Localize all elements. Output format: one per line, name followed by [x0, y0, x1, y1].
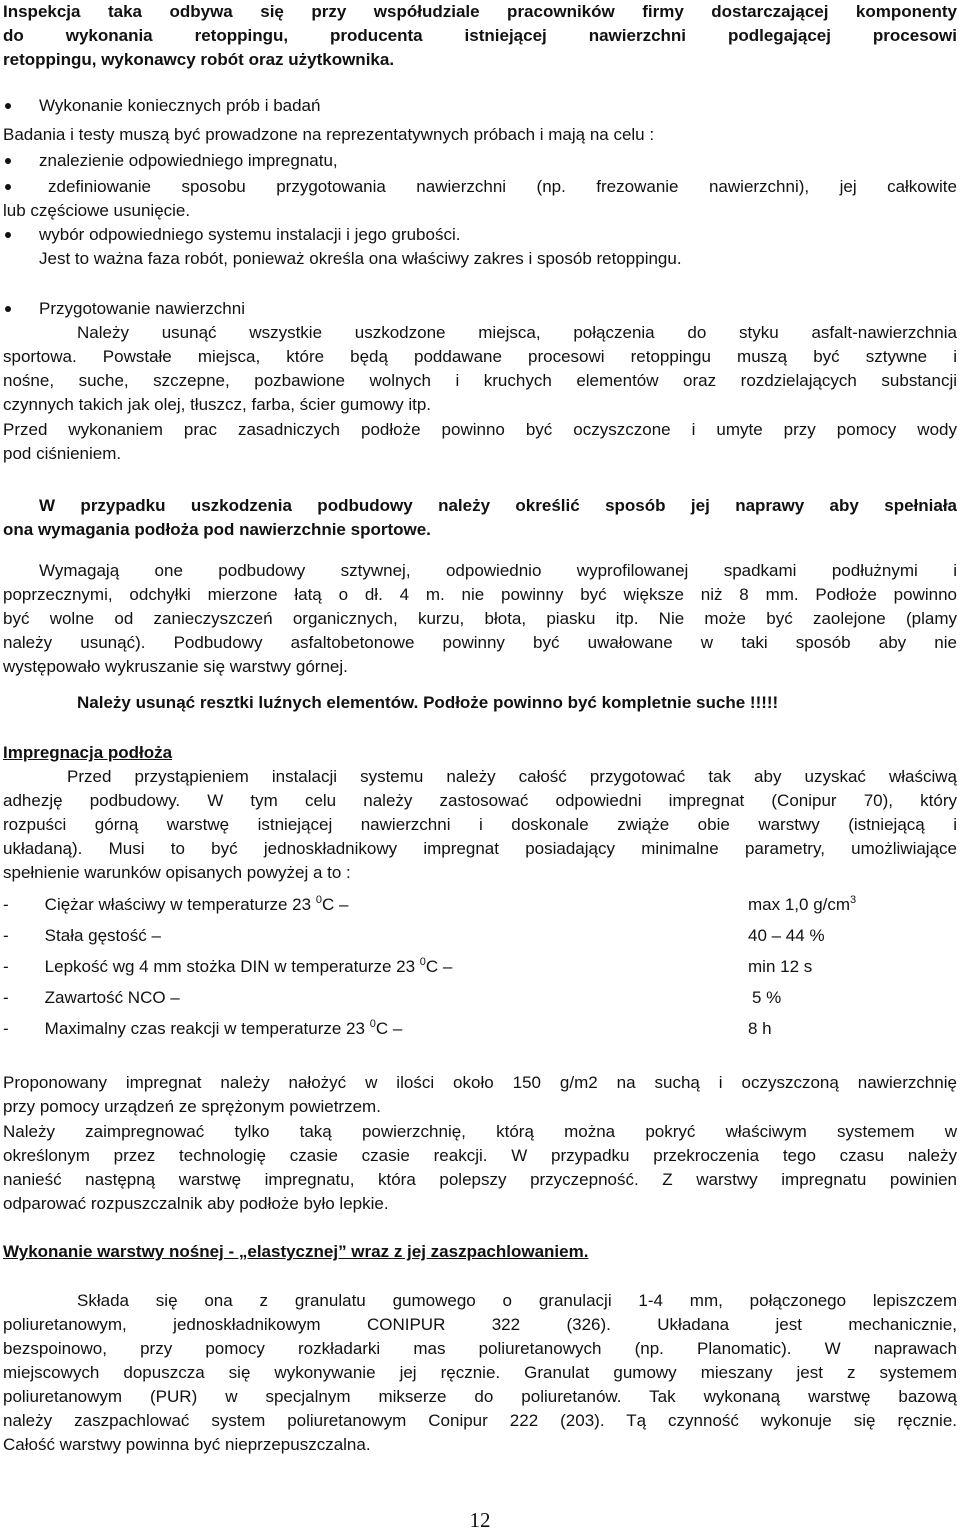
- spec-degree: 0: [419, 956, 426, 968]
- impregnation-line-4: układaną). Musi to być jednoskładnikowy impregnat posiadający minimalne parametry, umożliwiające: [3, 839, 957, 858]
- spec-degree: 0: [369, 1018, 376, 1030]
- damage-p-line-2: poprzecznymi, odchyłki mierzone łatą o dł. 4 m. nie powinny być większe niż 8 mm. Podłoże powinno: [3, 585, 957, 604]
- tests-item-1: znalezienie odpowiedniego impregnatu,: [39, 151, 338, 170]
- surface-p2-line-2: pod ciśnieniem.: [3, 444, 122, 463]
- damage-p-line-4: należy usunąć). Podbudowy asfaltobetonowe powinny być uwałowane w taki sposób aby nie: [3, 633, 957, 652]
- tests-heading: Wykonanie koniecznych prób i badań: [39, 96, 321, 115]
- spec-label: Stała gęstość –: [44, 926, 161, 945]
- layer-line-2: poliuretanowym, jednoskładnikowym CONIPUR 322 (326). Układana jest mechanicznie,: [3, 1315, 957, 1334]
- impregnation-q-line-2: przy pomocy urządzeń ze sprężonym powietrzem.: [3, 1097, 381, 1116]
- surface-p1-line-3: nośne, suche, szczepne, pozbawione wolnych i kruchych elementów oraz rozdzielających substancji: [3, 371, 957, 390]
- spec-label: Maximalny czas reakcji w temperaturze 23: [44, 1019, 370, 1038]
- tests-item-3: wybór odpowiedniego systemu instalacji i jego grubości.: [39, 225, 461, 244]
- layer-line-4: miejscowych dopuszcza się wykonywanie jej ręcznie. Granulat gumowy mieszany jest z systemem: [3, 1363, 957, 1382]
- impregnation-heading: Impregnacja podłoża: [3, 743, 173, 762]
- spec-label: Zawartość NCO –: [44, 988, 180, 1007]
- spec-label-tail: C –: [321, 895, 349, 914]
- page-number: 12: [469, 1508, 491, 1532]
- intro-line-2: do wykonania retoppingu, producenta istniejącej nawierzchni podlegającej procesowi: [3, 26, 957, 45]
- tests-item-2-line-1: zdefiniowanie sposobu przygotowania nawierzchni (np. frezowanie nawierzchni), jej całkowite: [48, 177, 957, 196]
- impregnation-line-3: rozpuści górną warstwę istniejącej nawierzchni i doskonale zwiąże obie warstwy (istniejącą i: [3, 815, 957, 834]
- surface-heading: Przygotowanie nawierzchni: [39, 299, 245, 318]
- spec-value: 8 h: [748, 1019, 772, 1038]
- layer-line-6: należy zaszpachlować system poliuretanowym Conipur 222 (203). Tą czynność wykonuje się ręcznie.: [3, 1411, 957, 1430]
- spec-value: 40 – 44 %: [748, 926, 825, 945]
- bullet-icon: [5, 232, 11, 238]
- layer-line-3: bezspoinowo, przy pomocy rozkładarki mas poliuretanowych (np. Planomatic). W naprawach: [3, 1339, 957, 1358]
- surface-p1-line-4: czynnych takich jak olej, tłuszcz, farba, ścier gumowy itp.: [3, 395, 431, 414]
- spec-dash: -: [3, 1019, 9, 1038]
- damage-emphasis: Należy usunąć resztki luźnych elementów. Podłoże powinno być kompletnie suche !!!!!: [77, 693, 779, 712]
- damage-p-line-5: występowało wykruszanie się warstwy górnej.: [3, 657, 348, 676]
- spec-value: max 1,0 g/cm: [748, 895, 851, 914]
- spec-value: 5 %: [752, 988, 782, 1007]
- layer-line-7: Całość warstwy powinna być nieprzepuszczalna.: [3, 1435, 371, 1454]
- spec-value-sup: 3: [850, 894, 857, 906]
- impregnation-q-line-6: odparować rozpuszczalnik aby podłoże było lepkie.: [3, 1194, 389, 1213]
- impregnation-q-line-4: określonym przez technologię czasie czasie reakcji. W przypadku przekroczenia tego czasu należy: [3, 1146, 957, 1165]
- layer-heading: Wykonanie warstwy nośnej - „elastycznej” wraz z jej zaszpachlowaniem.: [3, 1242, 589, 1261]
- impregnation-q-line-5: nanieść następną warstwę impregnatu, która polepszy przyczepność. Z warstwy impregnatu powinien: [3, 1170, 957, 1189]
- spec-label: Ciężar właściwy w temperaturze 23: [44, 895, 316, 914]
- bullet-icon: [5, 306, 11, 312]
- spec-label-tail: C –: [425, 957, 453, 976]
- intro-line-3: retoppingu, wykonawcy robót oraz użytkownika.: [3, 50, 395, 69]
- layer-line-5: poliuretanowym (PUR) w specjalnym mikserze do poliuretanów. Tak wykonaną warstwę bazową: [3, 1387, 957, 1406]
- bullet-icon: [5, 184, 11, 190]
- surface-p2-line-1: Przed wykonaniem prac zasadniczych podłoże powinno być oczyszczone i umyte przy pomocy wody: [3, 420, 957, 439]
- layer-line-1: Składa się ona z granulatu gumowego o granulacji 1-4 mm, połączonego lepiszczem: [77, 1291, 957, 1310]
- impregnation-line-5: spełnienie warunków opisanych powyżej a to :: [3, 863, 351, 882]
- surface-p1-line-1: Należy usunąć wszystkie uszkodzone miejsca, połączenia do styku asfalt-nawierzchnia: [77, 323, 957, 342]
- tests-lead: Badania i testy muszą być prowadzone na reprezentatywnych próbach i mają na celu :: [3, 125, 655, 144]
- damage-bold-line-2: ona wymagania podłoża pod nawierzchnie sportowe.: [3, 520, 431, 539]
- bullet-icon: [5, 103, 11, 109]
- damage-p-line-1: Wymagają one podbudowy sztywnej, odpowiednio wyprofilowanej spadkami podłużnymi i: [39, 561, 957, 580]
- impregnation-line-2: adhezję podbudowy. W tym celu należy zastosować odpowiedni impregnat (Conipur 70), który: [3, 791, 957, 810]
- tests-note: Jest to ważna faza robót, ponieważ określa ona właściwy zakres i sposób retoppingu.: [39, 249, 682, 268]
- spec-label: Lepkość wg 4 mm stożka DIN w temperaturze 23: [44, 957, 420, 976]
- spec-degree: 0: [315, 894, 322, 906]
- impregnation-q-line-3: Należy zaimpregnować tylko taką powierzchnię, którą można pokryć właściwym systemem w: [3, 1122, 957, 1141]
- spec-dash: -: [3, 926, 9, 945]
- damage-bold-line-1: W przypadku uszkodzenia podbudowy należy określić sposób jej naprawy aby spełniała: [39, 496, 957, 515]
- surface-p1-line-2: sportowa. Powstałe miejsca, które będą poddawane procesowi retoppingu muszą być sztywne i: [3, 347, 957, 366]
- bullet-icon: [5, 158, 11, 164]
- damage-p-line-3: być wolne od zanieczyszczeń organicznych, kurzu, błota, piasku itp. Nie może być zaolejone (plamy: [3, 609, 957, 628]
- spec-label-tail: C –: [375, 1019, 403, 1038]
- intro-line-1: Inspekcja taka odbywa się przy współudziale pracowników firmy dostarczającej komponenty: [3, 2, 957, 21]
- spec-dash: -: [3, 957, 9, 976]
- tests-item-2-line-2: lub częściowe usunięcie.: [3, 201, 191, 220]
- spec-dash: -: [3, 988, 9, 1007]
- impregnation-q-line-1: Proponowany impregnat należy nałożyć w ilości około 150 g/m2 na suchą i oczyszczoną nawierzchnię: [3, 1073, 957, 1092]
- spec-dash: -: [3, 895, 9, 914]
- spec-value: min 12 s: [748, 957, 813, 976]
- impregnation-line-1: Przed przystąpieniem instalacji systemu należy całość przygotować tak aby uzyskać właściwą: [67, 767, 957, 786]
